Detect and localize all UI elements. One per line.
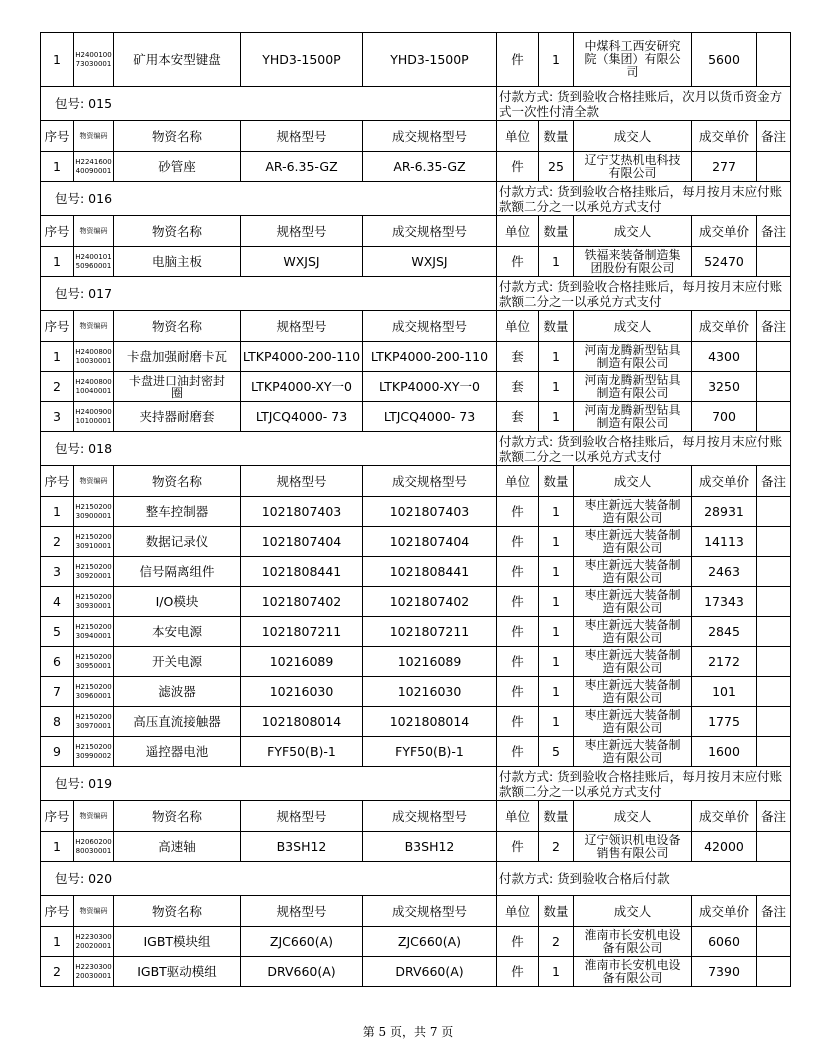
header-name: 物资名称 <box>114 216 241 247</box>
table-row <box>41 557 791 587</box>
material-code: H2060200 80030001 <box>74 832 114 862</box>
deal-spec-model: ZJC660(A) <box>363 927 497 957</box>
table-row <box>41 497 791 527</box>
unit: 件 <box>497 677 539 707</box>
quantity: 1 <box>539 677 574 707</box>
material-name: 高速轴 <box>114 832 241 862</box>
remark <box>757 647 791 677</box>
spec-model: LTJCQ4000- 73 <box>241 402 363 432</box>
material-code: H2150200 30990002 <box>74 737 114 767</box>
table-row <box>41 33 791 87</box>
unit-price: 700 <box>692 402 757 432</box>
remark <box>757 402 791 432</box>
material-code: H2150200 30920001 <box>74 557 114 587</box>
material-code: H2150200 30950001 <box>74 647 114 677</box>
row-number: 1 <box>41 927 74 957</box>
header-unit: 单位 <box>497 216 539 247</box>
payment-terms: 付款方式: 货到验收合格挂账后，次月以货币资金方式一次性付清全款 <box>497 87 791 121</box>
row-number: 5 <box>41 617 74 647</box>
header-code: 物资编码 <box>74 801 114 832</box>
header-deal-spec: 成交规格型号 <box>363 311 497 342</box>
material-name: 遥控器电池 <box>114 737 241 767</box>
deal-spec-model: AR-6.35-GZ <box>363 152 497 182</box>
remark <box>757 707 791 737</box>
header-code: 物资编码 <box>74 896 114 927</box>
unit-price: 42000 <box>692 832 757 862</box>
row-number: 6 <box>41 647 74 677</box>
unit: 件 <box>497 557 539 587</box>
spec-model: ZJC660(A) <box>241 927 363 957</box>
seller: 枣庄新远大装备制 造有限公司 <box>574 527 692 557</box>
table-row <box>41 927 791 957</box>
header-qty: 数量 <box>539 466 574 497</box>
header-price: 成交单价 <box>692 216 757 247</box>
material-name: 数据记录仪 <box>114 527 241 557</box>
material-name: 信号隔离组件 <box>114 557 241 587</box>
unit-price: 4300 <box>692 342 757 372</box>
deal-spec-model: 1021807404 <box>363 527 497 557</box>
material-code: H2400100 73030001 <box>74 33 114 87</box>
header-no: 序号 <box>41 466 74 497</box>
payment-terms: 付款方式: 货到验收合格挂账后，每月按月末应付账款额二分之一以承兑方式支付 <box>497 432 791 466</box>
unit: 件 <box>497 707 539 737</box>
remark <box>757 372 791 402</box>
header-seller: 成交人 <box>574 801 692 832</box>
row-number: 2 <box>41 372 74 402</box>
header-seller: 成交人 <box>574 896 692 927</box>
payment-terms: 付款方式: 货到验收合格挂账后，每月按月末应付账款额二分之一以承兑方式支付 <box>497 277 791 311</box>
unit: 件 <box>497 832 539 862</box>
table-row <box>41 677 791 707</box>
unit: 件 <box>497 617 539 647</box>
package-row <box>41 862 791 896</box>
material-name: 电脑主板 <box>114 247 241 277</box>
material-code: H2150200 30930001 <box>74 587 114 617</box>
seller: 枣庄新远大装备制 造有限公司 <box>574 557 692 587</box>
deal-spec-model: 1021808014 <box>363 707 497 737</box>
deal-spec-model: FYF50(B)-1 <box>363 737 497 767</box>
seller: 枣庄新远大装备制 造有限公司 <box>574 617 692 647</box>
spec-model: 10216089 <box>241 647 363 677</box>
seller: 枣庄新远大装备制 造有限公司 <box>574 587 692 617</box>
row-number: 8 <box>41 707 74 737</box>
header-unit: 单位 <box>497 896 539 927</box>
table-row <box>41 707 791 737</box>
quantity: 1 <box>539 402 574 432</box>
table-row <box>41 247 791 277</box>
material-name: 滤波器 <box>114 677 241 707</box>
unit-price: 28931 <box>692 497 757 527</box>
deal-spec-model: 1021808441 <box>363 557 497 587</box>
payment-terms: 付款方式: 货到验收合格挂账后，每月按月末应付账款额二分之一以承兑方式支付 <box>497 182 791 216</box>
material-name: 砂管座 <box>114 152 241 182</box>
unit: 套 <box>497 342 539 372</box>
header-code: 物资编码 <box>74 121 114 152</box>
package-row <box>41 182 791 216</box>
quantity: 1 <box>539 587 574 617</box>
spec-model: AR-6.35-GZ <box>241 152 363 182</box>
row-number: 3 <box>41 557 74 587</box>
material-code: H2150200 30970001 <box>74 707 114 737</box>
header-qty: 数量 <box>539 896 574 927</box>
row-number: 9 <box>41 737 74 767</box>
material-code: H2150200 30960001 <box>74 677 114 707</box>
spec-model: LTKP4000-XY一0 <box>241 372 363 402</box>
header-no: 序号 <box>41 801 74 832</box>
package-number: 包号: 016 <box>41 182 497 216</box>
header-deal-spec: 成交规格型号 <box>363 121 497 152</box>
header-code: 物资编码 <box>74 216 114 247</box>
header-no: 序号 <box>41 311 74 342</box>
table-header-row <box>41 216 791 247</box>
material-code: H2400800 10030001 <box>74 342 114 372</box>
material-name: 高压直流接触器 <box>114 707 241 737</box>
seller: 中煤科工西安研究 院（集团）有限公 司 <box>574 33 692 87</box>
table-header-row <box>41 311 791 342</box>
row-number: 3 <box>41 402 74 432</box>
row-number: 2 <box>41 527 74 557</box>
deal-spec-model: DRV660(A) <box>363 957 497 987</box>
material-code: H2400101 50960001 <box>74 247 114 277</box>
header-unit: 单位 <box>497 801 539 832</box>
deal-spec-model: 1021807402 <box>363 587 497 617</box>
seller: 枣庄新远大装备制 造有限公司 <box>574 497 692 527</box>
package-number: 包号: 017 <box>41 277 497 311</box>
unit-price: 52470 <box>692 247 757 277</box>
seller: 河南龙腾新型钻具 制造有限公司 <box>574 342 692 372</box>
header-price: 成交单价 <box>692 801 757 832</box>
remark <box>757 737 791 767</box>
quantity: 1 <box>539 647 574 677</box>
deal-spec-model: 10216089 <box>363 647 497 677</box>
package-number: 包号: 015 <box>41 87 497 121</box>
unit-price: 7390 <box>692 957 757 987</box>
quantity: 1 <box>539 557 574 587</box>
spec-model: 1021807404 <box>241 527 363 557</box>
unit-price: 17343 <box>692 587 757 617</box>
remark <box>757 957 791 987</box>
header-note: 备注 <box>757 311 791 342</box>
table-row <box>41 832 791 862</box>
header-note: 备注 <box>757 896 791 927</box>
header-price: 成交单价 <box>692 121 757 152</box>
header-unit: 单位 <box>497 466 539 497</box>
header-name: 物资名称 <box>114 801 241 832</box>
package-row <box>41 767 791 801</box>
remark <box>757 677 791 707</box>
material-name: 卡盘进口油封密封 圈 <box>114 372 241 402</box>
remark <box>757 497 791 527</box>
table-header-row <box>41 121 791 152</box>
material-name: 矿用本安型键盘 <box>114 33 241 87</box>
table-row <box>41 342 791 372</box>
header-price: 成交单价 <box>692 896 757 927</box>
unit-price: 5600 <box>692 33 757 87</box>
header-no: 序号 <box>41 896 74 927</box>
header-deal-spec: 成交规格型号 <box>363 896 497 927</box>
quantity: 1 <box>539 707 574 737</box>
header-name: 物资名称 <box>114 466 241 497</box>
header-qty: 数量 <box>539 311 574 342</box>
unit-price: 277 <box>692 152 757 182</box>
package-row <box>41 432 791 466</box>
remark <box>757 152 791 182</box>
remark <box>757 247 791 277</box>
header-price: 成交单价 <box>692 311 757 342</box>
table-row <box>41 372 791 402</box>
header-qty: 数量 <box>539 216 574 247</box>
unit: 件 <box>497 737 539 767</box>
row-number: 1 <box>41 342 74 372</box>
quantity: 2 <box>539 927 574 957</box>
unit: 件 <box>497 247 539 277</box>
header-qty: 数量 <box>539 121 574 152</box>
header-spec: 规格型号 <box>241 896 363 927</box>
material-code: H2230300 20030001 <box>74 957 114 987</box>
unit: 件 <box>497 587 539 617</box>
row-number: 1 <box>41 497 74 527</box>
material-code: H2150200 30900001 <box>74 497 114 527</box>
package-row <box>41 277 791 311</box>
spec-model: 1021807403 <box>241 497 363 527</box>
deal-spec-model: 1021807403 <box>363 497 497 527</box>
deal-spec-model: LTKP4000-XY一0 <box>363 372 497 402</box>
table-row <box>41 737 791 767</box>
procurement-result-table <box>40 32 791 987</box>
spec-model: 1021807211 <box>241 617 363 647</box>
seller: 枣庄新远大装备制 造有限公司 <box>574 707 692 737</box>
header-name: 物资名称 <box>114 121 241 152</box>
unit-price: 14113 <box>692 527 757 557</box>
unit: 件 <box>497 497 539 527</box>
remark <box>757 832 791 862</box>
table-row <box>41 152 791 182</box>
unit: 件 <box>497 957 539 987</box>
unit-price: 2463 <box>692 557 757 587</box>
header-spec: 规格型号 <box>241 216 363 247</box>
header-code: 物资编码 <box>74 311 114 342</box>
header-price: 成交单价 <box>692 466 757 497</box>
table-header-row <box>41 896 791 927</box>
row-number: 1 <box>41 33 74 87</box>
quantity: 1 <box>539 617 574 647</box>
unit: 套 <box>497 372 539 402</box>
deal-spec-model: LTKP4000-200-110 <box>363 342 497 372</box>
material-name: I/O模块 <box>114 587 241 617</box>
table-row <box>41 617 791 647</box>
header-seller: 成交人 <box>574 121 692 152</box>
page-footer: 第 5 页，共 7 页 <box>362 1025 454 1039</box>
header-unit: 单位 <box>497 311 539 342</box>
header-seller: 成交人 <box>574 311 692 342</box>
unit: 件 <box>497 927 539 957</box>
deal-spec-model: WXJSJ <box>363 247 497 277</box>
deal-spec-model: YHD3-1500P <box>363 33 497 87</box>
header-name: 物资名称 <box>114 896 241 927</box>
header-note: 备注 <box>757 466 791 497</box>
header-unit: 单位 <box>497 121 539 152</box>
deal-spec-model: 10216030 <box>363 677 497 707</box>
unit: 件 <box>497 33 539 87</box>
spec-model: B3SH12 <box>241 832 363 862</box>
remark <box>757 33 791 87</box>
table-header-row <box>41 801 791 832</box>
header-note: 备注 <box>757 216 791 247</box>
unit-price: 2845 <box>692 617 757 647</box>
spec-model: 1021808441 <box>241 557 363 587</box>
unit: 件 <box>497 527 539 557</box>
unit: 件 <box>497 152 539 182</box>
header-qty: 数量 <box>539 801 574 832</box>
seller: 枣庄新远大装备制 造有限公司 <box>574 647 692 677</box>
table-row <box>41 587 791 617</box>
row-number: 2 <box>41 957 74 987</box>
quantity: 2 <box>539 832 574 862</box>
remark <box>757 557 791 587</box>
deal-spec-model: LTJCQ4000- 73 <box>363 402 497 432</box>
remark <box>757 927 791 957</box>
header-deal-spec: 成交规格型号 <box>363 801 497 832</box>
header-note: 备注 <box>757 121 791 152</box>
unit-price: 3250 <box>692 372 757 402</box>
spec-model: FYF50(B)-1 <box>241 737 363 767</box>
spec-model: LTKP4000-200-110 <box>241 342 363 372</box>
quantity: 5 <box>539 737 574 767</box>
header-deal-spec: 成交规格型号 <box>363 466 497 497</box>
quantity: 1 <box>539 342 574 372</box>
quantity: 1 <box>539 247 574 277</box>
material-code: H2400900 10100001 <box>74 402 114 432</box>
row-number: 1 <box>41 152 74 182</box>
spec-model: 10216030 <box>241 677 363 707</box>
table-header-row <box>41 466 791 497</box>
header-spec: 规格型号 <box>241 801 363 832</box>
seller: 辽宁领识机电设备 销售有限公司 <box>574 832 692 862</box>
quantity: 1 <box>539 527 574 557</box>
unit-price: 1775 <box>692 707 757 737</box>
header-spec: 规格型号 <box>241 466 363 497</box>
material-code: H2150200 30940001 <box>74 617 114 647</box>
unit-price: 1600 <box>692 737 757 767</box>
package-number: 包号: 019 <box>41 767 497 801</box>
spec-model: WXJSJ <box>241 247 363 277</box>
seller: 淮南市长安机电设 备有限公司 <box>574 927 692 957</box>
material-name: IGBT模块组 <box>114 927 241 957</box>
payment-terms: 付款方式: 货到验收合格挂账后，每月按月末应付账款额二分之一以承兑方式支付 <box>497 767 791 801</box>
material-code: H2241600 40090001 <box>74 152 114 182</box>
payment-terms: 付款方式: 货到验收合格后付款 <box>497 862 791 896</box>
spec-model: DRV660(A) <box>241 957 363 987</box>
header-no: 序号 <box>41 121 74 152</box>
unit-price: 101 <box>692 677 757 707</box>
header-no: 序号 <box>41 216 74 247</box>
material-name: 开关电源 <box>114 647 241 677</box>
material-name: 本安电源 <box>114 617 241 647</box>
header-code: 物资编码 <box>74 466 114 497</box>
remark <box>757 587 791 617</box>
spec-model: 1021808014 <box>241 707 363 737</box>
quantity: 25 <box>539 152 574 182</box>
header-seller: 成交人 <box>574 216 692 247</box>
remark <box>757 617 791 647</box>
row-number: 1 <box>41 247 74 277</box>
spec-model: YHD3-1500P <box>241 33 363 87</box>
seller: 淮南市长安机电设 备有限公司 <box>574 957 692 987</box>
header-seller: 成交人 <box>574 466 692 497</box>
unit: 件 <box>497 647 539 677</box>
quantity: 1 <box>539 372 574 402</box>
material-name: IGBT驱动模组 <box>114 957 241 987</box>
quantity: 1 <box>539 33 574 87</box>
unit-price: 2172 <box>692 647 757 677</box>
seller: 枣庄新远大装备制 造有限公司 <box>574 737 692 767</box>
seller: 河南龙腾新型钻具 制造有限公司 <box>574 402 692 432</box>
row-number: 4 <box>41 587 74 617</box>
material-code: H2150200 30910001 <box>74 527 114 557</box>
package-number: 包号: 020 <box>41 862 497 896</box>
seller: 铁福来装备制造集 团股份有限公司 <box>574 247 692 277</box>
quantity: 1 <box>539 957 574 987</box>
seller: 枣庄新远大装备制 造有限公司 <box>574 677 692 707</box>
row-number: 1 <box>41 832 74 862</box>
table-row <box>41 527 791 557</box>
remark <box>757 342 791 372</box>
material-name: 整车控制器 <box>114 497 241 527</box>
material-name: 卡盘加强耐磨卡瓦 <box>114 342 241 372</box>
row-number: 7 <box>41 677 74 707</box>
material-name: 夹持器耐磨套 <box>114 402 241 432</box>
table-row <box>41 402 791 432</box>
spec-model: 1021807402 <box>241 587 363 617</box>
package-row <box>41 87 791 121</box>
unit-price: 6060 <box>692 927 757 957</box>
deal-spec-model: 1021807211 <box>363 617 497 647</box>
header-deal-spec: 成交规格型号 <box>363 216 497 247</box>
table-row <box>41 647 791 677</box>
quantity: 1 <box>539 497 574 527</box>
header-name: 物资名称 <box>114 311 241 342</box>
remark <box>757 527 791 557</box>
header-note: 备注 <box>757 801 791 832</box>
seller: 河南龙腾新型钻具 制造有限公司 <box>574 372 692 402</box>
unit: 套 <box>497 402 539 432</box>
deal-spec-model: B3SH12 <box>363 832 497 862</box>
package-number: 包号: 018 <box>41 432 497 466</box>
header-spec: 规格型号 <box>241 121 363 152</box>
material-code: H2230300 20020001 <box>74 927 114 957</box>
header-spec: 规格型号 <box>241 311 363 342</box>
seller: 辽宁艾热机电科技 有限公司 <box>574 152 692 182</box>
material-code: H2400800 10040001 <box>74 372 114 402</box>
table-row <box>41 957 791 987</box>
